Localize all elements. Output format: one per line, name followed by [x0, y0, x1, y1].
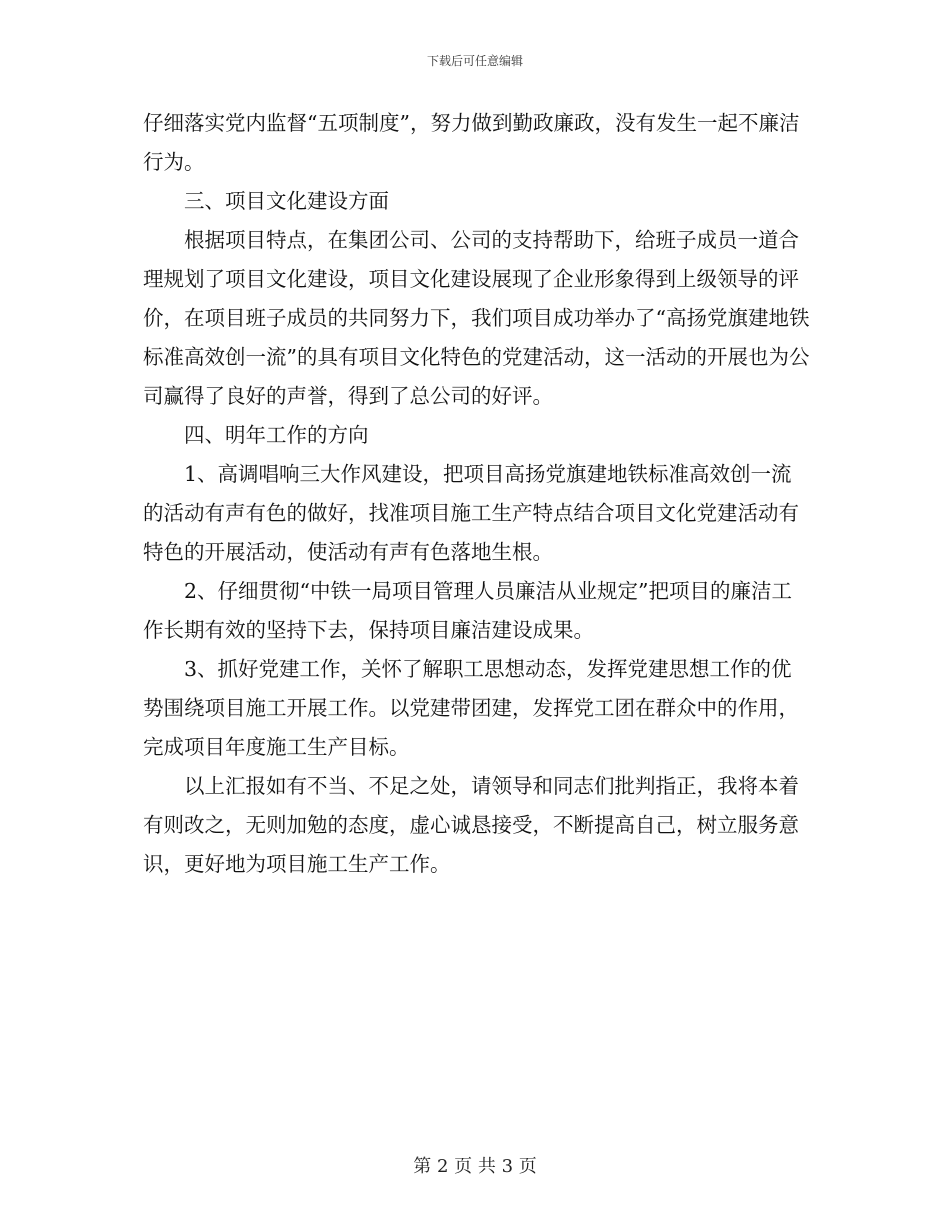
page-header: 下载后可任意编辑: [426, 54, 523, 68]
paragraph-culture: 根据项目特点，在集团公司、公司的支持帮助下，给班子成员一道合理规划了项目文化建设，项目文化建设展现了企业形象得到上级领导的评价，在项目班子成员的共同努力下，我们项目成功举办了“高扬党旗建地铁标准高效创一流”的具有项目文化特色的党建活动，这一活动的开展也为公司赢得了良好的声誉，得到了总公司的好评。: [143, 228, 810, 408]
list-item-2: 2、仔细贯彻“中铁一局项目管理人员廉洁从业规定”把项目的廉洁工作长期有效的坚持下去，保持项目廉洁建设成果。: [143, 579, 793, 642]
document-body: [143, 104, 811, 884]
section-heading-culture: 三、项目文化建设方面: [184, 189, 389, 213]
list-item-1: 1、高调唱响三大作风建设，把项目高扬党旗建地铁标准高效创一流的活动有声有色的做好，找准项目施工生产特点结合项目文化党建活动有特色的开展活动，使活动有声有色落地生根。: [143, 462, 799, 564]
list-item-3: 3、抓好党建工作，关怀了解职工思想动态，发挥党建思想工作的优势围绕项目施工开展工作。以党建带团建，发挥党工团在群众中的作用，完成项目年度施工生产目标。: [143, 657, 799, 759]
paragraph-closing: 以上汇报如有不当、不足之处，请领导和同志们批判指正，我将本着有则改之，无则加勉的态度，虚心诚恳接受，不断提高自己，树立服务意识，更好地为项目施工生产工作。: [143, 774, 799, 876]
paragraph-continuation: 仔细落实党内监督“五项制度”，努力做到勤政廉政，没有发生一起不廉洁行为。: [143, 111, 800, 174]
page-number-footer: 第 2 页 共 3 页: [413, 1156, 537, 1177]
section-heading-next-year: 四、明年工作的方向: [184, 423, 369, 447]
